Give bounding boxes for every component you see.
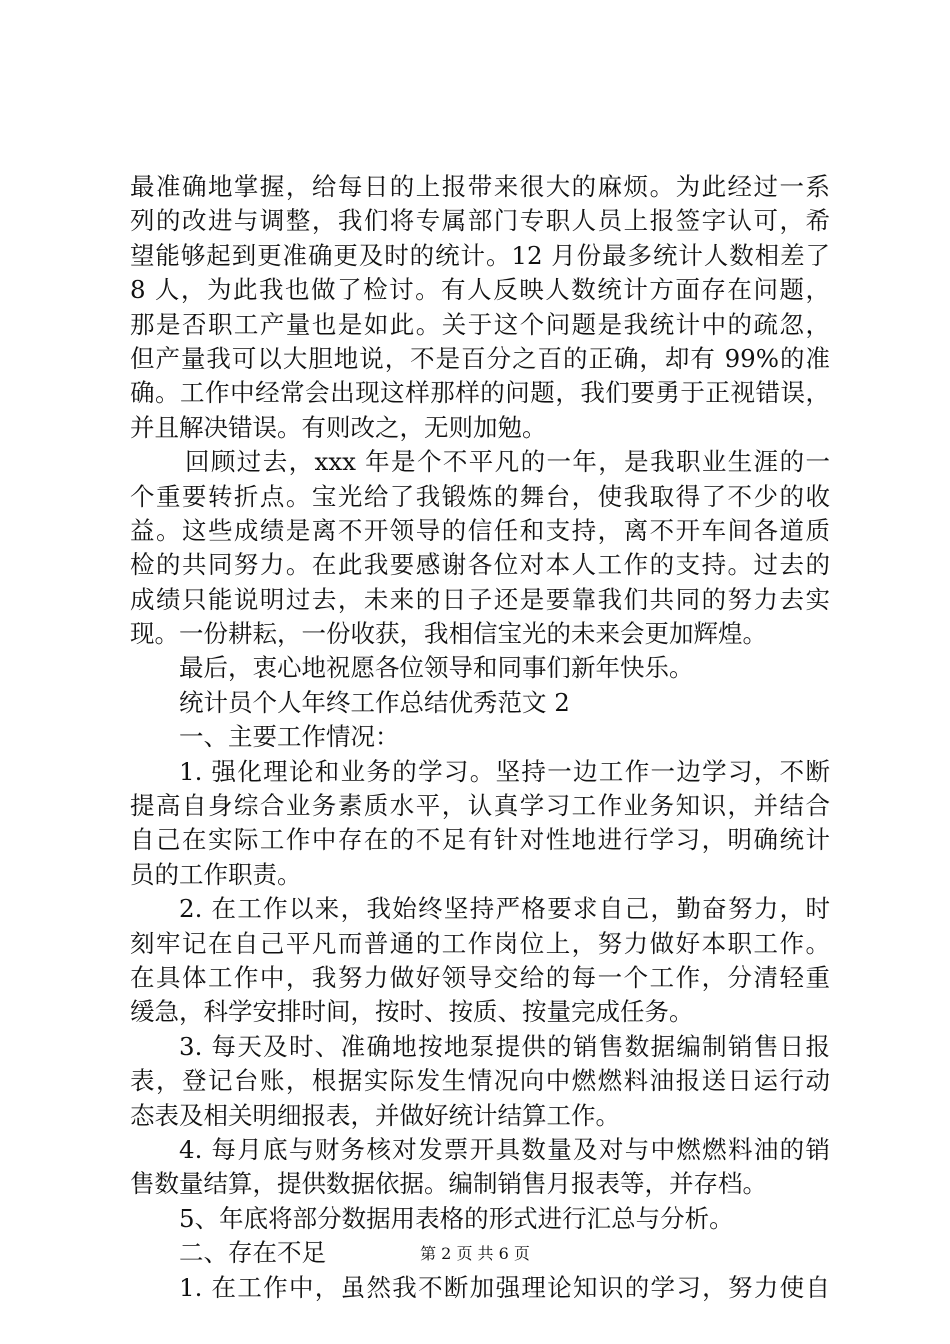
text-line: 一、主要工作情况： bbox=[179, 722, 400, 752]
text-line: 并且解决错误。有则改之，无则加勉。 bbox=[130, 412, 547, 442]
text-line: 表，登记台账，根据实际发生情况向中燃燃料油报送日运行动 bbox=[130, 1066, 830, 1096]
text-line: 5、年底将部分数据用表格的形式进行汇总与分析。 bbox=[179, 1203, 734, 1233]
text-line: 缓急，科学安排时间，按时、按质、按量完成任务。 bbox=[130, 997, 694, 1027]
text-line: 那是否职工产量也是如此。关于这个问题是我统计中的疏忽， bbox=[130, 309, 830, 339]
text-line: 个重要转折点。宝光给了我锻炼的舞台，使我取得了不少的收 bbox=[130, 481, 830, 511]
text-line: 列的改进与调整，我们将专属部门专职人员上报签字认可，希 bbox=[130, 206, 830, 236]
text-line: 在具体工作中，我努力做好领导交给的每一个工作，分清轻重 bbox=[130, 962, 830, 992]
text-line: 3. 每天及时、准确地按地泵提供的销售数据编制销售日报 bbox=[179, 1031, 830, 1061]
text-line: 态表及相关明细报表，并做好统计结算工作。 bbox=[130, 1100, 620, 1130]
text-line: 成绩只能说明过去，未来的日子还是要靠我们共同的努力去实 bbox=[130, 584, 830, 614]
text-line: 二、存在不足 bbox=[179, 1238, 326, 1268]
text-line: 自己在实际工作中存在的不足有针对性地进行学习，明确统计 bbox=[130, 825, 830, 855]
text-line: 员的工作职责。 bbox=[130, 859, 302, 889]
text-line: 确。工作中经常会出现这样那样的问题，我们要勇于正视错误， bbox=[130, 378, 830, 408]
text-line: 最后，衷心地祝愿各位领导和同事们新年快乐。 bbox=[179, 653, 694, 683]
text-line: 1. 在工作中，虽然我不断加强理论知识的学习，努力使自 bbox=[179, 1272, 830, 1302]
text-line: 检的共同努力。在此我要感谢各位对本人工作的支持。过去的 bbox=[130, 550, 830, 580]
text-line: 但产量我可以大胆地说，不是百分之百的正确，却有 99%的准 bbox=[130, 343, 830, 373]
text-line: 回顾过去，xxx 年是个不平凡的一年，是我职业生涯的一 bbox=[185, 447, 830, 477]
text-line: 统计员个人年终工作总结优秀范文 2 bbox=[179, 687, 570, 717]
document-body bbox=[130, 170, 830, 1305]
text-line: 4. 每月底与财务核对发票开具数量及对与中燃燃料油的销 bbox=[179, 1134, 830, 1164]
text-line: 售数量结算，提供数据依据。编制销售月报表等，并存档。 bbox=[130, 1169, 767, 1199]
text-line: 提高自身综合业务素质水平，认真学习工作业务知识，并结合 bbox=[130, 791, 830, 821]
text-line: 刻牢记在自己平凡而普通的工作岗位上，努力做好本职工作。 bbox=[130, 928, 830, 958]
text-line: 望能够起到更准确更及时的统计。12 月份最多统计人数相差了 bbox=[130, 240, 830, 270]
text-line: 最准确地掌握，给每日的上报带来很大的麻烦。为此经过一系 bbox=[130, 172, 830, 201]
text-line: 2. 在工作以来，我始终坚持严格要求自己，勤奋努力，时 bbox=[179, 894, 830, 924]
text-line: 8 人，为此我也做了检讨。有人反映人数统计方面存在问题， bbox=[130, 275, 830, 305]
text-line: 1. 强化理论和业务的学习。坚持一边工作一边学习，不断 bbox=[179, 756, 830, 786]
page-footer: 第 2 页 共 6 页 bbox=[420, 1244, 530, 1263]
text-line: 现。一份耕耘，一份收获，我相信宝光的未来会更加辉煌。 bbox=[130, 619, 767, 649]
text-line: 益。这些成绩是离不开领导的信任和支持，离不开车间各道质 bbox=[130, 515, 830, 545]
